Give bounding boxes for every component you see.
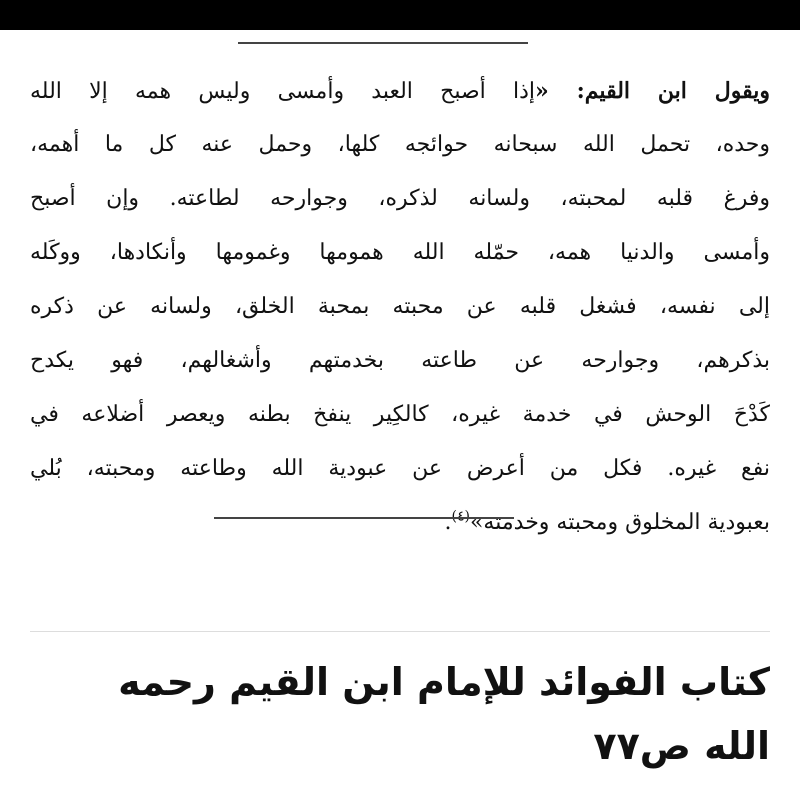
- text-line: [30, 334, 770, 388]
- line-text: وأمسى والدنيا همه، حمّله الله همومها وغمومها وأنكادها، ووكَله: [30, 240, 770, 265]
- line-text: نفع غيره. فكل من أعرض عن عبودية الله وطاعته ومحبته، بُلي: [30, 456, 770, 481]
- line-text: وفرغ قلبه لمحبته، ولسانه لذكره، وجوارحه لطاعته. وإن أصبح: [30, 186, 770, 211]
- line-text: بعبودية المخلوق ومحبته وخدمته»: [469, 510, 770, 535]
- text-line: [30, 172, 770, 226]
- line-text: إذا أصبح العبد وأمسى وليس همه إلا الله: [30, 79, 536, 104]
- text-line: [30, 442, 770, 496]
- line-text: إلى نفسه، فشغل قلبه عن محبته بمحبة الخلق، ولسانه عن ذكره: [30, 294, 770, 319]
- text-line: [30, 118, 770, 172]
- text-line: [30, 388, 770, 442]
- text-line: [30, 280, 770, 334]
- end-period: .: [444, 510, 452, 535]
- line-text: كَدْحَ الوحش في خدمة غيره، كالكِير ينفخ بطنه ويعصر أضلاعه في: [30, 402, 770, 427]
- caption-line-2: الله ص٧٧: [593, 724, 770, 768]
- text-line: [30, 226, 770, 280]
- quote-lead: ويقول ابن القيم: «: [535, 78, 770, 104]
- line-text: وحده، تحمل الله سبحانه حوائجه كلها، وحمل عنه كل ما أهمه،: [30, 132, 770, 157]
- text-line: [30, 496, 770, 550]
- quote-text: [30, 64, 770, 550]
- line-text: بذكرهم، وجوارحه عن طاعته بخدمتهم وأشغالهم، فهو يكدح: [30, 348, 770, 373]
- top-black-bar: [0, 0, 800, 30]
- section-divider: [30, 631, 770, 632]
- top-rule: [238, 42, 528, 44]
- scanned-page: [0, 30, 800, 630]
- source-caption: [30, 650, 770, 778]
- bottom-rule: [214, 517, 514, 519]
- text-line: [30, 64, 770, 118]
- caption-line-1: كتاب الفوائد للإمام ابن القيم رحمه: [118, 660, 770, 704]
- footnote-marker: (٤): [451, 508, 470, 525]
